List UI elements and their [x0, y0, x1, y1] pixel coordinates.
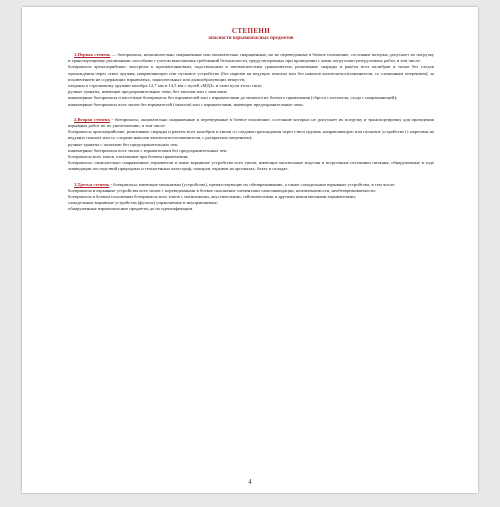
list-item: боеприпасы в боевом положении боеприпасы всех типов с магнитными, акустическими, сейсмическими и другими неконтактными взрывателями; [68, 194, 357, 200]
list-item: обнаруженные взрывоопасные предметы до их идентификации. [68, 206, 194, 212]
list-item: инженерные боеприпасы всех типов с взрывателями без предохранительных чек; [68, 147, 228, 153]
list-item: ручные гранаты, имеющие предохранительные чеки, без запалов или с запалами; [68, 89, 228, 95]
sections-container [68, 52, 434, 213]
list-item: инженерные боеприпасы всех типов без взрывателей (запалов) или с взрывателями, имеющие предохранительные чеки. [68, 101, 304, 107]
list-item: боеприпасы и взрывные устройства всех типов с переведенными в боевое положение элементами самоликвидации, неизвлекаемости, необезвреживаемости; [68, 187, 376, 193]
list-item: боеприпасы артиллерийские, реактивные снаряды и ракеты всех калибров и типов со следами прохождения через ствол оружия, направляющую или пусковое устройство (с нарезами на ведущих поясках или со следами наколов капсюля-воспламенителя, с раскрытым оперением); [68, 129, 434, 141]
section-lead-paragraph [68, 117, 434, 129]
section-lead-paragraph [68, 52, 434, 64]
section-heading: 2.Вторая степень [74, 116, 111, 122]
list-item: боеприпасы, окончательно снаряженные, взрыватели и иные взрывные устройства всех типов, имеющие капсюльные изделия и встроенные источники питания, обнаруженные в ходе ликвидации последствий природных и техногенных катастроф, пожаров, взрывов на арсеналах, базах и складах. [68, 160, 434, 172]
list-item: патроны к стрелковому оружию калибра 12,7 мм и 14,5 мм с пулей «МДЗ» и сами пули этого типа; [68, 83, 262, 89]
section-lead-text: - боеприпасы, окончательно снаряженные и переведенные в боевое положение, состояние которых не допускает их погрузку и транспортировку для проведения взрывных работ по их уничтожению, в том числе: [68, 116, 434, 129]
danger-degree-section [68, 52, 434, 108]
section-heading: 1.Первая степень [74, 52, 111, 57]
page-number: 4 [248, 478, 252, 486]
list-item: ручные гранаты с запалами без предохранительных чек; [68, 141, 179, 147]
list-item: инженерные боеприпасы и кассетные боеприпасы без взрывателей или с взрывателями до момента их боевого применения (сброса с носителя, схода с направляющей); [68, 95, 398, 101]
document-page [22, 7, 478, 493]
list-item: боеприпасы артиллерийские, выстрелы к противотанковым, подствольным и автоматическим гранатометам, реактивные снаряды и ракеты всех калибров и типов без следов прохождения через ствол оружия, направляющую или пусковое устройство (без нарезов на ведущих поясках или без наколов капсюля-воспламенителя, со сложенным оперением), за исключением не содержащих взрывчатых, зажигательных или дымообразующих веществ; [68, 64, 434, 82]
danger-degree-section [68, 182, 434, 213]
document-title: СТЕПЕНИ [231, 27, 271, 35]
section-lead-paragraph [68, 182, 434, 188]
section-heading: 3.Третья степень [74, 181, 110, 187]
list-item: самодельные взрывные устройства (фугасы) управляемые и неуправляемые; [68, 200, 218, 206]
danger-degree-section [68, 117, 434, 173]
section-lead-text: — боеприпасы, неокончательно снаряженные или окончательно снаряженные, но не переведенные в боевое положение, состояние которых допускает их погрузку и транспортировку различными способами с учетом выполнения требований безопасности, предусмотренных при проведении с ними погрузочно-разгрузочных работ, в том числе: [68, 52, 434, 64]
list-item: боеприпасы всех типов, отказавшие при боевом применении; [68, 154, 189, 160]
document-subtitle: опасности взрывоопасных предметов [208, 36, 294, 41]
section-lead-text: - боеприпасы, имеющие механизмы (устройства), препятствующие их обезвреживанию, а также самодельные взрывные устройства, в том числе: [109, 181, 396, 187]
